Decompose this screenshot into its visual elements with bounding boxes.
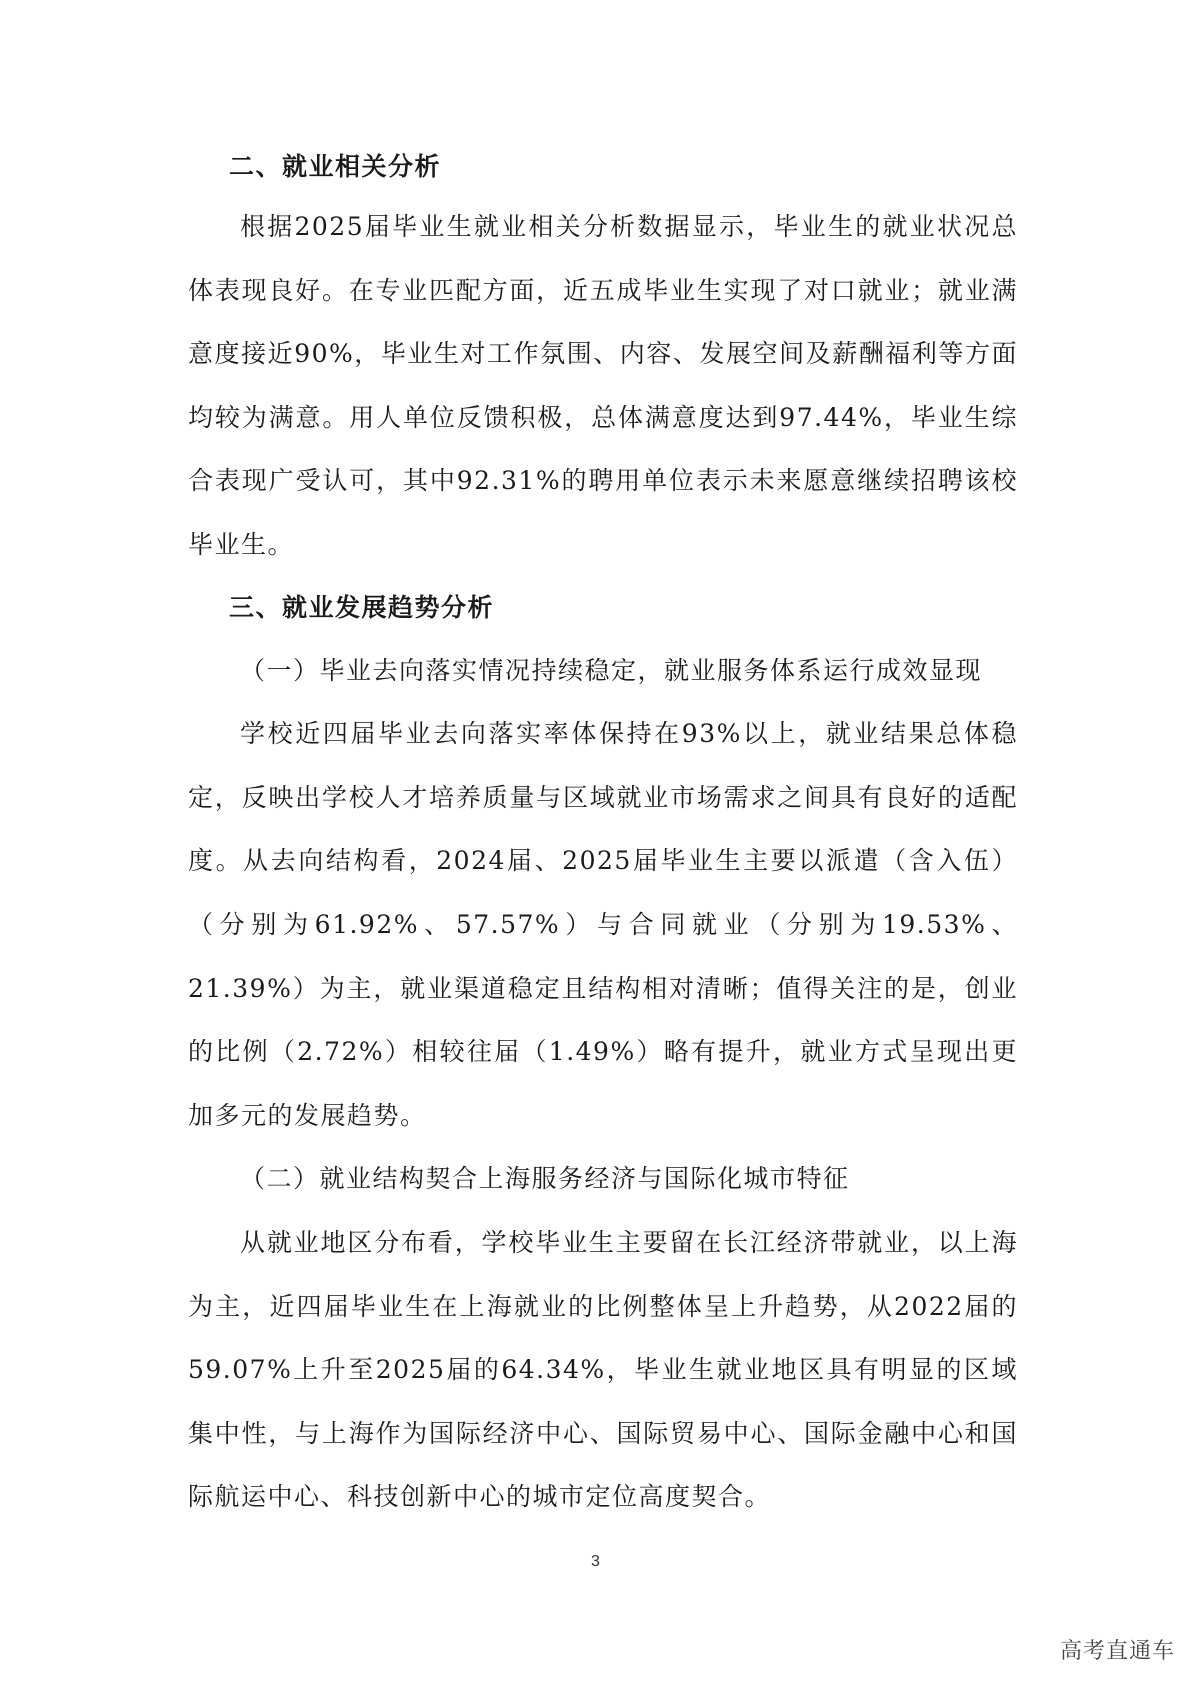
section-2-heading: 二、就业相关分析 (229, 152, 442, 181)
section-2-paragraph: 根据2025届毕业生就业相关分析数据显示，毕业生的就业状况总体表现良好。在专业匹配方面，近五成毕业生实现了对口就业；就业满意度接近90%，毕业生对工作氛围、内容、发展空间及薪酬福利等方面均较为满意。用人单位反馈积极，总体满意度达到97.44%，毕业生综合表现广受认可，其中92.31%的聘用单位表示未来愿意继续招聘该校毕业生。 (188, 212, 1018, 559)
subsection-2-paragraph: 从就业地区分布看，学校毕业生主要留在长江经济带就业，以上海为主，近四届毕业生在上海就业的比例整体呈上升趋势，从2022届的59.07%上升至2025届的64.34%，毕业生就业地区具有明显的区域集中性，与上海作为国际经济中心、国际贸易中心、国际金融中心和国际航运中心、科技创新中心的城市定位高度契合。 (188, 1227, 1018, 1512)
page-content (188, 150, 1018, 1529)
watermark-logo-text: 高考直通车 (1059, 1639, 1175, 1664)
section-3-heading: 三、就业发展趋势分析 (229, 592, 495, 622)
subsection-1-paragraph: 学校近四届毕业去向落实率体保持在93%以上，就业结果总体稳定，反映出学校人才培养质量与区域就业市场需求之间具有良好的适配度。从去向结构看，2024届、2025届毕业生主要以派遣（含入伍）（分别为61.92%、57.57%）与合同就业（分别为19.53%、21.39%）为主，就业渠道稳定且结构相对清晰；值得关注的是，创业的比例（2.72%）相较往届（1.49%）略有提升，就业方式呈现出更加多元的发展趋势。 (188, 719, 1018, 1130)
subsection-2-title: （二）就业结构契合上海服务经济与国际化城市特征 (240, 1164, 850, 1194)
subsection-1-title: （一）毕业去向落实情况持续稳定，就业服务体系运行成效显现 (240, 655, 983, 685)
page-number: 3 (591, 1553, 600, 1570)
